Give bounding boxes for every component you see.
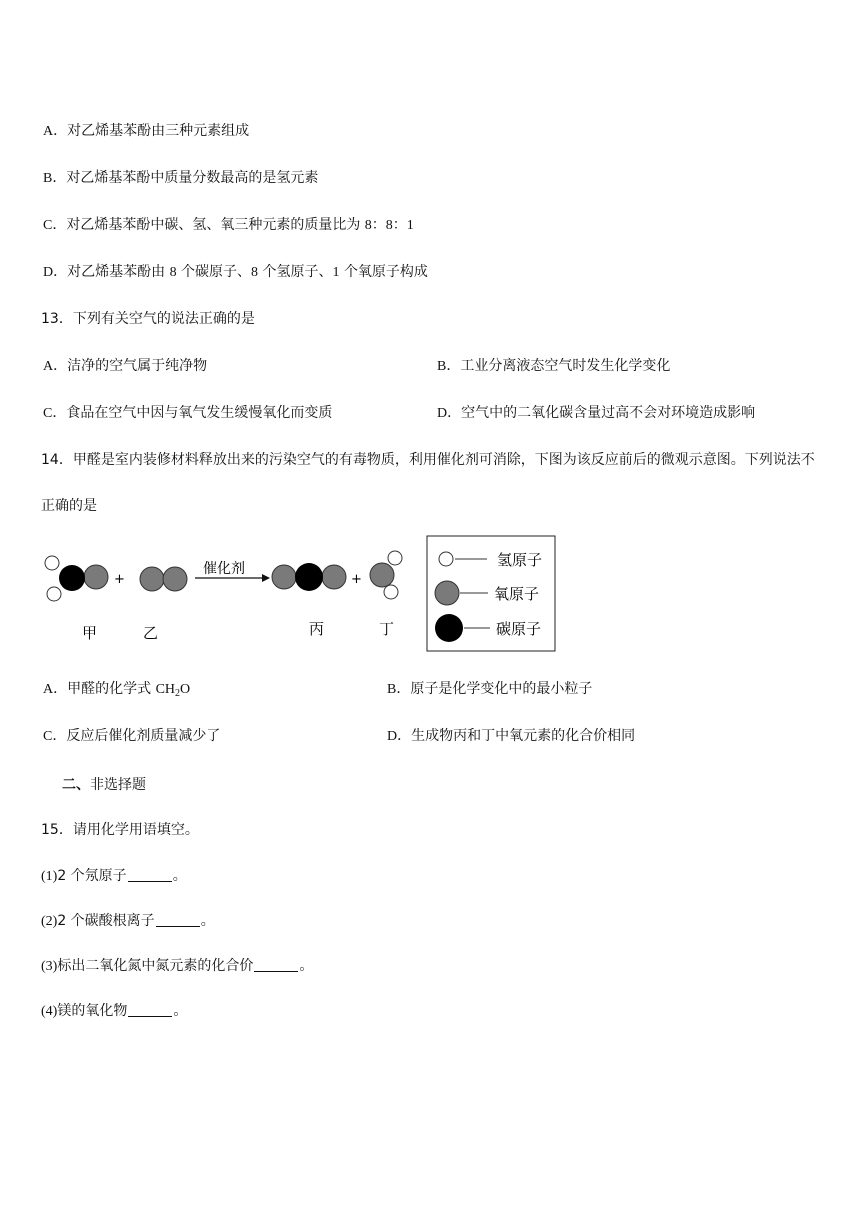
hydrogen-atom <box>47 587 61 601</box>
option-prefix: B． <box>437 359 461 374</box>
q15-item-4 <box>41 1002 187 1021</box>
option-prefix: A． <box>43 359 68 374</box>
option-prefix: C． <box>43 729 67 744</box>
item-end: 。 <box>200 913 215 929</box>
count-number: 1 <box>332 265 340 280</box>
q14-option-a <box>43 680 190 703</box>
answer-blank[interactable] <box>254 958 298 972</box>
count-number: 8 <box>251 265 259 280</box>
option-prefix: B． <box>387 682 411 697</box>
answer-blank[interactable] <box>128 868 172 882</box>
item-number: (3) <box>41 959 58 974</box>
oxygen-atom <box>435 581 459 605</box>
molecule-yi <box>140 567 187 591</box>
catalyst-label: 催化剂 <box>203 561 245 577</box>
option-prefix: A． <box>43 124 68 139</box>
q14-stem-continued: 正确的是 <box>41 498 97 514</box>
reaction-diagram <box>0 530 600 655</box>
arrow-head-icon <box>262 574 270 582</box>
q12-option-c <box>43 216 414 235</box>
q13-option-d <box>437 404 755 423</box>
item-text: 镁的氧化物 <box>57 1003 128 1019</box>
oxygen-atom <box>370 563 394 587</box>
q14-option-c <box>43 727 220 746</box>
option-prefix: D． <box>387 729 412 744</box>
atom-legend <box>427 536 555 651</box>
item-end: 。 <box>172 868 187 884</box>
legend-hydrogen: 氢原子 <box>497 551 543 569</box>
item-number: (2) <box>41 914 58 929</box>
label-jia: 甲 <box>82 624 98 642</box>
legend-oxygen: 氧原子 <box>494 585 540 603</box>
answer-blank[interactable] <box>156 913 200 927</box>
hydrogen-atom <box>439 552 453 566</box>
option-text: 个氧原子构成 <box>343 264 428 280</box>
legend-carbon: 碳原子 <box>496 620 542 638</box>
option-prefix: B． <box>43 171 67 186</box>
molecule-bing <box>272 563 346 591</box>
item-number: (1) <box>41 869 58 884</box>
option-text: 原子是化学变化中的最小粒子 <box>410 681 593 697</box>
carbon-atom <box>59 565 85 591</box>
option-prefix: C． <box>43 218 67 233</box>
item-text: 2 个氖原子 <box>57 868 127 884</box>
option-prefix: D． <box>43 265 68 280</box>
option-text: 工业分离液态空气时发生化学变化 <box>460 358 671 374</box>
option-text: 对乙烯基苯酚中碳、氢、氧三种元素的质量比为 <box>66 217 361 233</box>
section-number: 二、 <box>62 777 90 793</box>
hydrogen-atom <box>388 551 402 565</box>
q15-item-2 <box>41 912 215 931</box>
section-name: 非选择题 <box>90 777 146 793</box>
mass-ratio: 8：8：1 <box>364 218 414 233</box>
option-text: 个氢原子、 <box>262 264 333 280</box>
section-title <box>62 776 146 794</box>
option-prefix: A． <box>43 682 68 697</box>
option-text: 对乙烯基苯酚由 <box>67 264 166 280</box>
carbon-atom <box>435 614 463 642</box>
q12-option-d <box>43 263 428 282</box>
molecule-jia <box>45 556 108 601</box>
q14-stem: 14．甲醛是室内装修材料释放出来的污染空气的有毒物质，利用催化剂可消除，下图为该反应前后的微观示意图。下列说法不 <box>41 452 815 468</box>
option-prefix: D． <box>437 406 462 421</box>
q13-option-c <box>43 404 332 423</box>
hydrogen-atom <box>384 585 398 599</box>
formula-ch: CH <box>155 682 176 697</box>
item-text: 2 个碳酸根离子 <box>57 913 155 929</box>
option-text: 空气中的二氧化碳含量过高不会对环境造成影响 <box>461 405 756 421</box>
molecule-ding <box>370 551 402 599</box>
carbon-atom <box>295 563 323 591</box>
option-text: 食品在空气中因与氧气发生缓慢氧化而变质 <box>66 405 333 421</box>
q15-item-1 <box>41 867 187 886</box>
formula-o: O <box>180 682 191 697</box>
item-end: 。 <box>299 958 314 974</box>
option-text: 对乙烯基苯酚由三种元素组成 <box>67 123 250 139</box>
label-ding: 丁 <box>379 620 395 638</box>
q13-option-a <box>43 357 207 376</box>
q14-option-d <box>387 727 635 746</box>
oxygen-atom <box>84 565 108 589</box>
q15-stem: 15．请用化学用语填空。 <box>41 822 199 838</box>
option-text: 洁净的空气属于纯净物 <box>67 358 208 374</box>
item-number: (4) <box>41 1004 58 1019</box>
item-text: 标出二氧化氮中氮元素的化合价 <box>57 958 254 974</box>
q13-stem: 13．下列有关空气的说法正确的是 <box>41 311 255 327</box>
q13-option-b <box>437 357 670 376</box>
option-text: 对乙烯基苯酚中质量分数最高的是氢元素 <box>66 170 319 186</box>
label-yi: 乙 <box>143 624 159 642</box>
item-end: 。 <box>173 1003 188 1019</box>
q12-option-b <box>43 169 318 188</box>
label-bing: 丙 <box>309 620 325 638</box>
oxygen-atom <box>163 567 187 591</box>
formula-subscript: 2 <box>175 688 181 699</box>
q14-option-b <box>387 680 592 699</box>
option-prefix: C． <box>43 406 67 421</box>
oxygen-atom <box>322 565 346 589</box>
option-text: 个碳原子、 <box>181 264 252 280</box>
q15-item-3 <box>41 957 313 976</box>
option-text: 反应后催化剂质量减少了 <box>66 728 221 744</box>
q12-option-a <box>43 122 249 141</box>
formula <box>156 682 191 697</box>
option-text: 生成物丙和丁中氧元素的化合价相同 <box>411 728 636 744</box>
oxygen-atom <box>140 567 164 591</box>
count-number: 8 <box>169 265 177 280</box>
answer-blank[interactable] <box>128 1003 172 1017</box>
plus-sign: + <box>351 572 362 587</box>
oxygen-atom <box>272 565 296 589</box>
option-text: 甲醛的化学式 <box>67 681 152 697</box>
hydrogen-atom <box>45 556 59 570</box>
plus-sign: + <box>114 572 125 587</box>
